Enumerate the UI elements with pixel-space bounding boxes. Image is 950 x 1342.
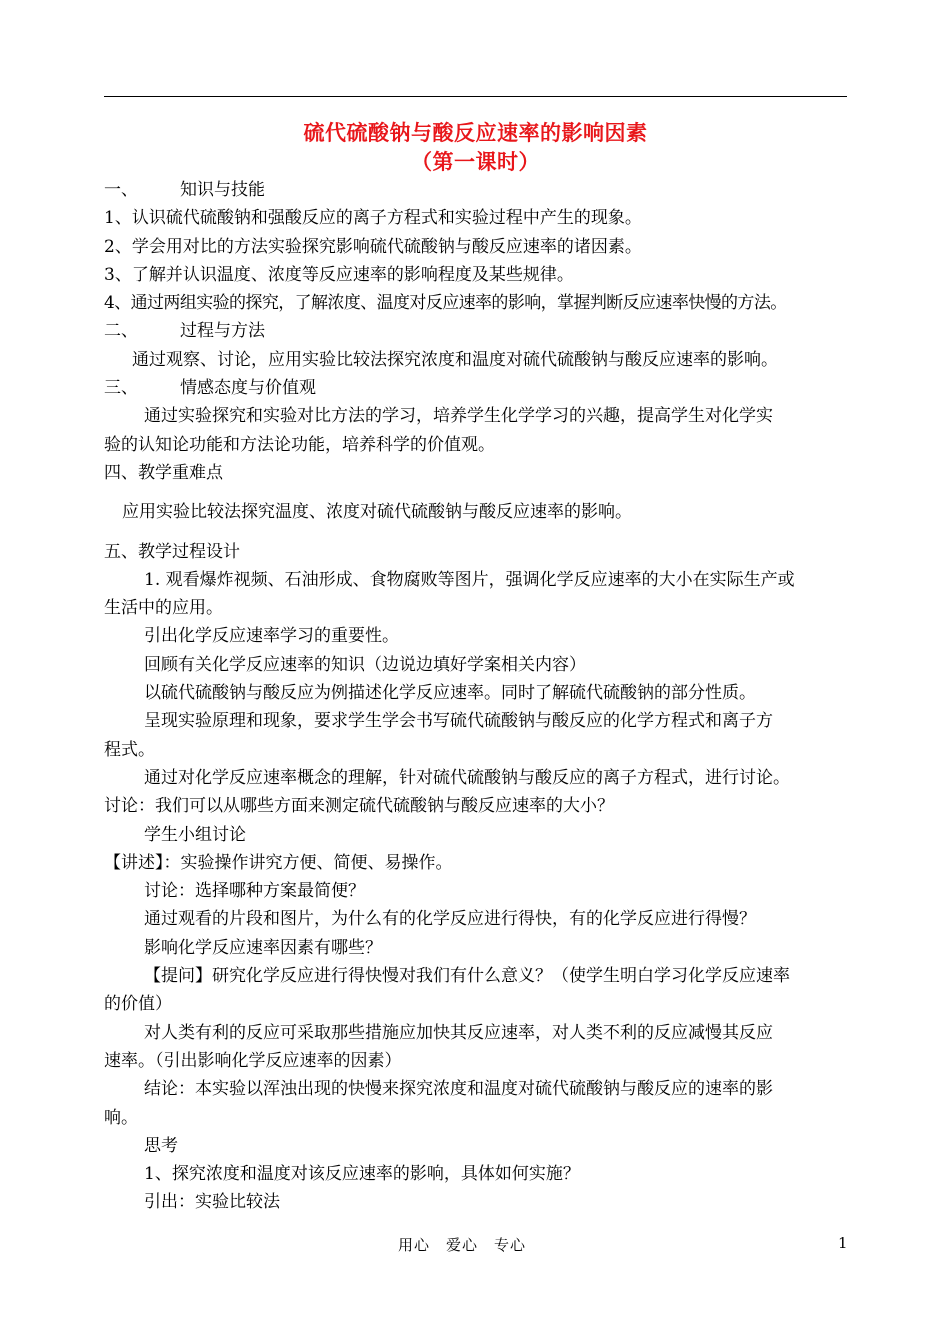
document-body xyxy=(104,176,850,1217)
paragraph: 结论：本实验以浑浊出现的快慢来探究浓度和温度对硫代硫酸钠与酸反应的速率的影 xyxy=(144,1079,773,1100)
document-title: 硫代硫酸钠与酸反应速率的影响因素 xyxy=(303,120,648,145)
section-heading-5: 五、教学过程设计 xyxy=(104,541,240,562)
document-subtitle: （第一课时） xyxy=(411,149,540,174)
paragraph: 1. 观看爆炸视频、石油形成、食物腐败等图片，强调化学反应速率的大小在实际生产或 xyxy=(144,569,795,590)
paragraph: 通过对化学反应速率概念的理解，针对硫代硫酸钠与酸反应的离子方程式，进行讨论。 xyxy=(144,767,790,788)
paragraph: 学生小组讨论 xyxy=(144,824,246,845)
paragraph: 2、学会用对比的方法实验探究影响硫代硫酸钠与酸反应速率的诸因素。 xyxy=(104,236,642,257)
paragraph: 响。 xyxy=(104,1107,138,1128)
paragraph: 对人类有利的反应可采取那些措施应加快其反应速率，对人类不利的反应减慢其反应 xyxy=(144,1022,773,1043)
paragraph: 1、探究浓度和温度对该反应速率的影响，具体如何实施？ xyxy=(144,1164,580,1185)
paragraph: 讨论：选择哪种方案最简便？ xyxy=(144,881,365,902)
paragraph: 引出化学反应速率学习的重要性。 xyxy=(144,626,399,647)
section-heading-3: 三、 情感态度与价值观 xyxy=(104,378,316,399)
footer-motto: 用心 爱心 专心 xyxy=(398,1236,527,1254)
paragraph: 呈现实验原理和现象，要求学生学会书写硫代硫酸钠与酸反应的化学方程式和离子方 xyxy=(144,711,773,732)
paragraph: 通过观看的片段和图片，为什么有的化学反应进行得快，有的化学反应进行得慢？ xyxy=(144,909,756,930)
paragraph: 影响化学反应速率因素有哪些？ xyxy=(144,937,382,958)
paragraph: 【讲述】：实验操作讲究方便、简便、易操作。 xyxy=(104,852,453,873)
paragraph: 程式。 xyxy=(104,739,155,760)
paragraph: 【提问】研究化学反应进行得快慢对我们有什么意义？（使学生明白学习化学反应速率 xyxy=(144,966,790,987)
section-heading-4: 四、教学重难点 xyxy=(104,462,223,483)
paragraph: 讨论：我们可以从哪些方面来测定硫代硫酸钠与酸反应速率的大小？ xyxy=(104,796,614,817)
paragraph: 4、通过两组实验的探究，了解浓度、温度对反应速率的影响，掌握判断反应速率快慢的方法。 xyxy=(104,293,787,314)
header-rule xyxy=(104,96,847,97)
paragraph: 应用实验比较法探究温度、浓度对硫代硫酸钠与酸反应速率的影响。 xyxy=(122,502,632,523)
paragraph: 速率。（引出影响化学反应速率的因素） xyxy=(104,1050,402,1071)
section-heading-2: 二、 过程与方法 xyxy=(104,321,265,342)
paragraph: 3、了解并认识温度、浓度等反应速率的影响程度及某些规律。 xyxy=(104,264,574,285)
paragraph: 以硫代硫酸钠与酸反应为例描述化学反应速率。同时了解硫代硫酸钠的部分性质。 xyxy=(144,683,756,704)
paragraph: 通过观察、讨论，应用实验比较法探究浓度和温度对硫代硫酸钠与酸反应速率的影响。 xyxy=(132,349,778,370)
paragraph: 引出：实验比较法 xyxy=(144,1192,280,1213)
paragraph: 1、认识硫代硫酸钠和强酸反应的离子方程式和实验过程中产生的现象。 xyxy=(104,208,642,229)
paragraph: 回顾有关化学反应速率的知识（边说边填好学案相关内容） xyxy=(144,654,586,675)
section-heading-1: 一、 知识与技能 xyxy=(104,180,265,200)
page-number: 1 xyxy=(838,1234,848,1252)
paragraph: 的价值） xyxy=(104,994,172,1015)
paragraph: 思考 xyxy=(144,1135,178,1156)
paragraph: 验的认知论功能和方法论功能，培养科学的价值观。 xyxy=(104,434,495,455)
paragraph: 通过实验探究和实验对比方法的学习，培养学生化学学习的兴趣，提高学生对化学实 xyxy=(144,406,773,427)
paragraph: 生活中的应用。 xyxy=(104,598,223,619)
